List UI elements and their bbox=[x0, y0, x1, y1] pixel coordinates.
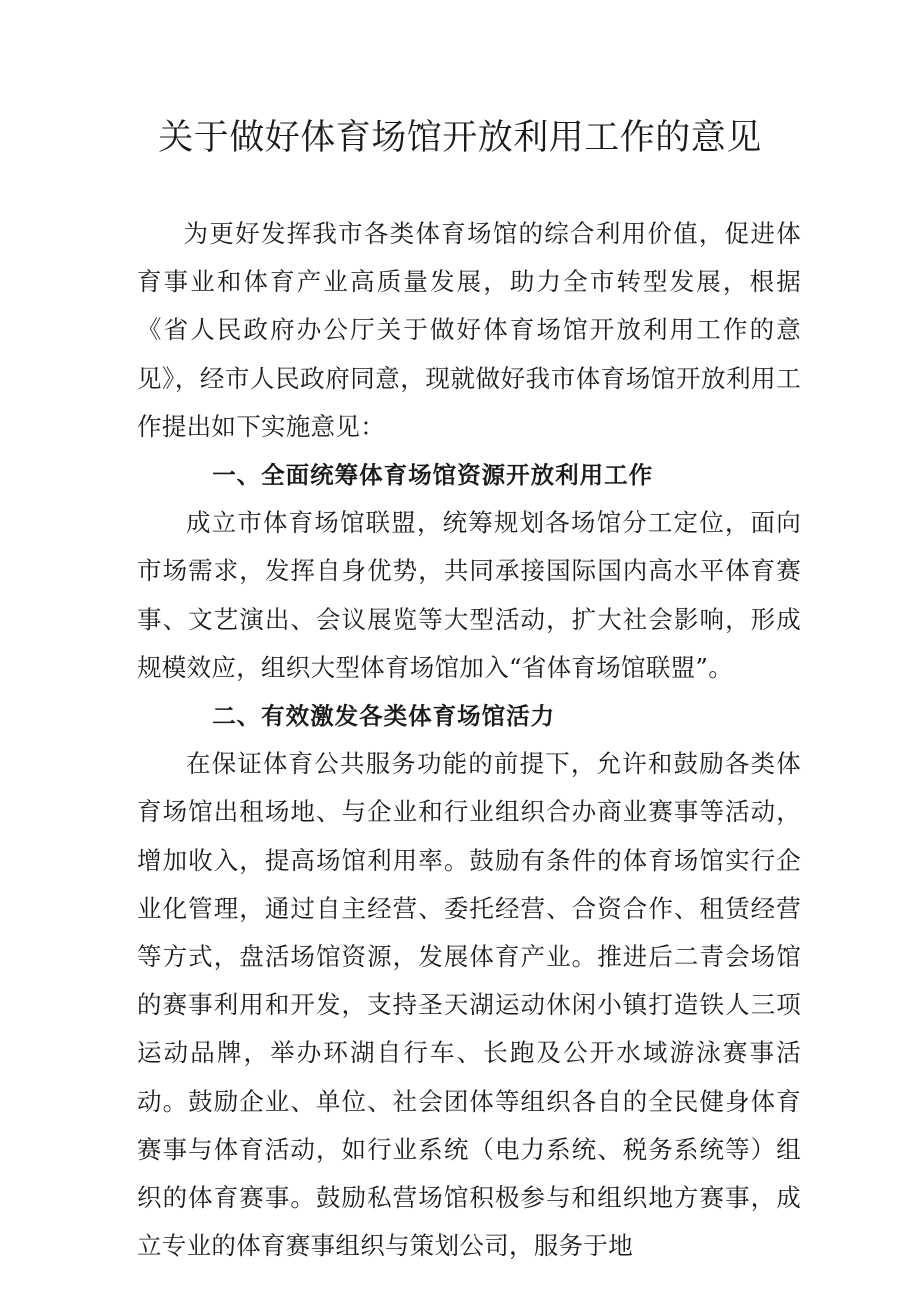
section-heading-1: 一、全面统筹体育场馆资源开放利用工作 bbox=[212, 461, 654, 490]
document-title: 关于做好体育场馆开放利用工作的意见 bbox=[158, 118, 762, 158]
intro-paragraph: 为更好发挥我市各类体育场馆的综合利用价值，促进体育事业和体育产业高质量发展，助力全市转型发展，根据《省人民政府办公厅关于做好体育场馆开放利用工作的意见》，经市人民政府同意，现就做好我市体育场馆开放利用工作提出如下实施意见： bbox=[137, 219, 801, 441]
document-body bbox=[137, 210, 801, 1270]
section-paragraph-1: 成立市体育场馆联盟，统筹规划各场馆分工定位，面向市场需求，发挥自身优势，共同承接国际国内高水平体育赛事、文艺演出、会议展览等大型活动，扩大社会影响，形成规模效应，组织大型体育场馆加入“省体育场馆联盟”。 bbox=[137, 508, 801, 682]
section-heading-2: 二、有效激发各类体育场馆活力 bbox=[212, 702, 556, 731]
section-paragraph-2: 在保证体育公共服务功能的前提下，允许和鼓励各类体育场馆出租场地、与企业和行业组织合办商业赛事等活动，增加收入，提高场馆利用率。鼓励有条件的体育场馆实行企业化管理，通过自主经营、委托经营、合资合作、租赁经营等方式，盘活场馆资源，发展体育产业。推进后二青会场馆的赛事利用和开发，支持圣天湖运动休闲小镇打造铁人三项运动品牌，举办环湖自行车、长跑及公开水域游泳赛事活动。鼓励企业、单位、社会团体等组织各自的全民健身体育赛事与体育活动，如行业系统（电力系统、税务系统等）组织的体育赛事。鼓励私营场馆积极参与和组织地方赛事，成立专业的体育赛事组织与策划公司，服务于地 bbox=[137, 749, 801, 1261]
